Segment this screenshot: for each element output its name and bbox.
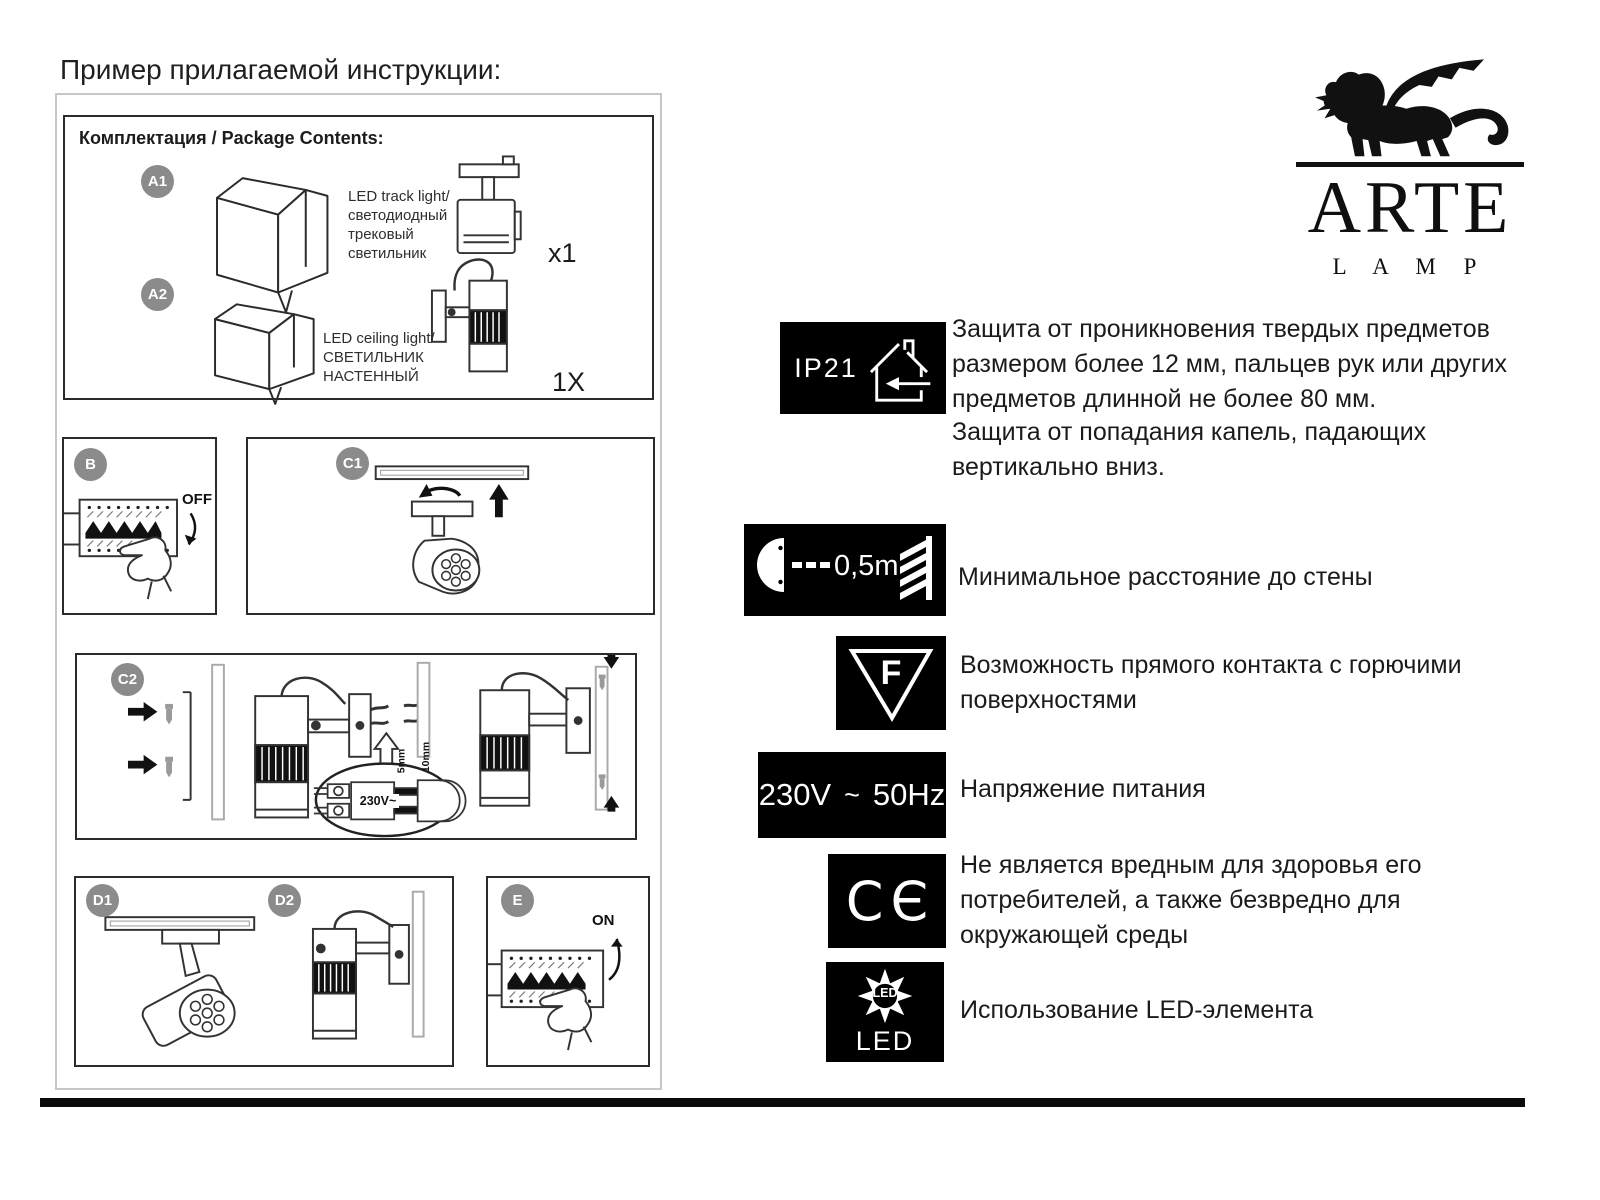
ip21-badge	[780, 322, 946, 414]
voltage-hertz: 50Hz	[872, 777, 946, 812]
voltage-tilde: ~	[844, 779, 860, 810]
off-label: OFF	[182, 491, 212, 508]
a2-desc-line: НАСТЕННЫЙ	[323, 368, 419, 385]
step-c1-box	[246, 437, 655, 615]
a1-description	[348, 187, 450, 263]
wire-strip-label-5mm: 5mm	[395, 748, 408, 774]
a1-desc-line: светильник	[348, 245, 427, 262]
step-badge-a2: A2	[141, 278, 174, 311]
screw-icon	[165, 704, 173, 777]
step-badge-c2: C2	[111, 663, 144, 696]
step-b-box	[62, 437, 217, 615]
a1-desc-line: трековый	[348, 226, 414, 243]
ip21-text-solid: Защита от проникновения твердых предметов размером более 12 мм, пальцев рук или других предметов длинной не более 80 мм.	[952, 315, 1508, 413]
flammable-text: Возможность прямого контакта с горючими поверхностями	[960, 651, 1462, 714]
package-header-ru: Комплектация	[79, 128, 207, 148]
result-drawing	[76, 878, 452, 1065]
step-badge-c1: C1	[336, 447, 369, 480]
logo-brand-text: ARTE	[1307, 167, 1513, 249]
c2-mounted-lamp-drawing	[480, 673, 590, 805]
package-contents-box	[63, 115, 654, 400]
page-title: Пример прилагаемой инструкции:	[60, 54, 502, 85]
house-drip-icon	[866, 331, 932, 405]
step-badge-b: B	[74, 448, 107, 481]
package-header-en: / Package Contents:	[206, 128, 384, 148]
up-arrow	[489, 484, 509, 517]
min-distance-value: 0,5m	[834, 550, 899, 582]
d2-lamp-drawing	[313, 911, 409, 1038]
a2-description	[323, 329, 435, 386]
ce-letter-c: C	[845, 869, 884, 933]
on-label: ON	[592, 912, 615, 929]
step-badge-d2: D2	[268, 884, 301, 917]
flammable-letter: F	[880, 654, 902, 692]
logo-word-text: L A M P	[1332, 254, 1488, 279]
a2-desc-line: СВЕТИЛЬНИК	[323, 349, 424, 366]
wire-strip-label-10mm: 10mm	[420, 741, 433, 773]
step-c2-box	[75, 653, 637, 840]
a2-desc-line: LED ceiling light/	[323, 330, 435, 347]
ip21-code: IP21	[794, 352, 858, 383]
track-mount-drawing	[248, 439, 653, 613]
step-d-box	[74, 876, 454, 1067]
step-badge-d1: D1	[86, 884, 119, 917]
d1-lamp-drawing	[140, 930, 235, 1049]
voltage-text: Напряжение питания	[960, 775, 1206, 803]
min-distance-badge	[744, 524, 946, 616]
ce-letter-e: Є	[890, 869, 929, 933]
arte-lamp-logo	[1290, 46, 1530, 278]
step-e-box	[486, 876, 650, 1067]
a1-desc-line: светодиодный	[348, 207, 448, 224]
ip21-text-drip: Защита от попадания капель, падающих вертикально вниз.	[952, 418, 1427, 481]
winged-lion-icon	[1294, 48, 1526, 160]
flammable-badge	[836, 636, 946, 730]
hand-drawing	[540, 988, 591, 1050]
wall-mount-drawing	[77, 655, 635, 838]
led-badge	[826, 962, 944, 1062]
ce-badge	[828, 854, 946, 948]
voltage-callout-label: 230V~	[357, 794, 399, 808]
voltage-badge	[758, 752, 946, 838]
led-text: Использование LED-элемента	[960, 996, 1314, 1024]
a1-lamp-drawing	[458, 156, 521, 253]
bottom-divider	[40, 1098, 1525, 1107]
ce-text: Не является вредным для здоровья его потребителей, а также безвредно для окружающей среды	[960, 851, 1422, 949]
min-distance-text: Минимальное расстояние до стены	[958, 563, 1373, 591]
c1-lamp-drawing	[412, 502, 479, 594]
a1-quantity: x1	[548, 238, 577, 268]
a1-desc-line: LED track light/	[348, 188, 450, 205]
arrow-right-icon	[128, 702, 157, 722]
a1-carton-drawing	[217, 178, 327, 312]
a2-lamp-drawing	[432, 259, 507, 371]
arrow-right-icon	[128, 755, 157, 775]
voltage-volts: 230V	[758, 777, 832, 812]
hand-drawing	[120, 537, 171, 599]
a2-quantity: 1X	[552, 367, 586, 397]
step-badge-e: E	[501, 884, 534, 917]
led-word: LED	[855, 1026, 915, 1056]
led-icon-center-label: LED	[872, 986, 898, 1000]
step-badge-a1: A1	[141, 165, 174, 198]
a2-carton-drawing	[215, 304, 314, 404]
